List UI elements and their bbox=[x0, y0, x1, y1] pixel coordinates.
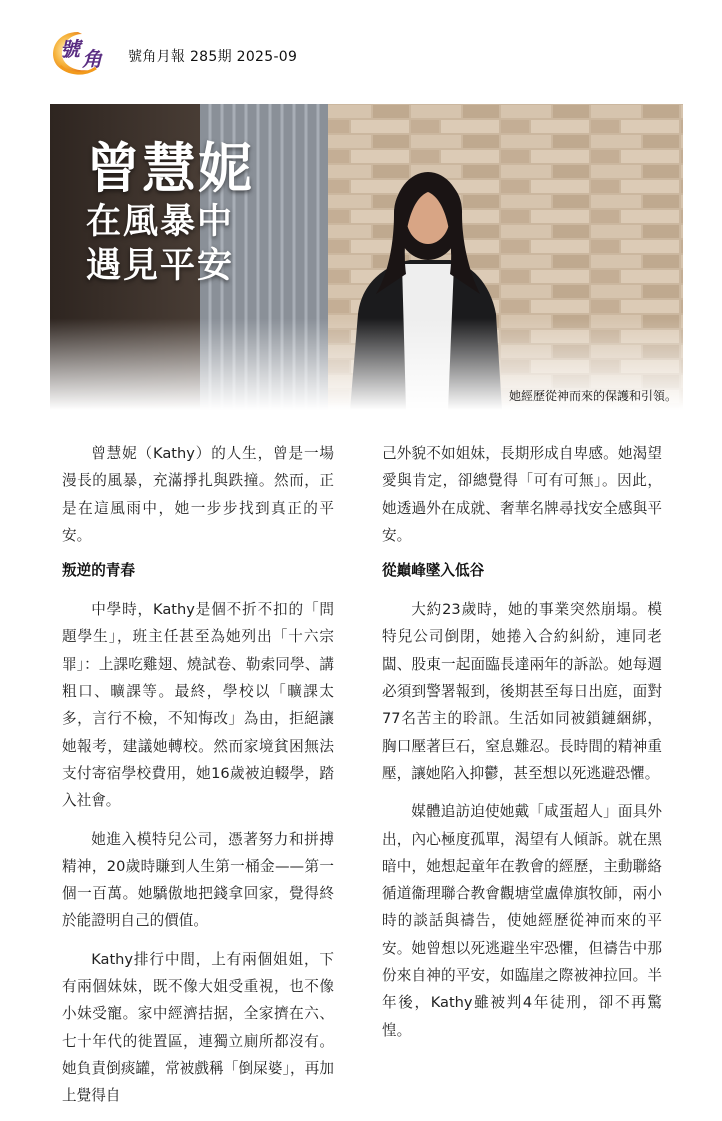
svg-text:號: 號 bbox=[60, 37, 80, 61]
article-column-left bbox=[62, 440, 334, 1121]
intro-paragraph: 曾慧妮（Kathy）的人生，曾是一場漫長的風暴，充滿掙扎與跌撞。然而，正是在這風雨中，她一步步找到真正的平安。 bbox=[62, 445, 334, 544]
article-column-right bbox=[382, 440, 662, 1055]
paragraph: 她進入模特兒公司，憑著努力和拼搏精神，20歲時賺到人生第一桶金——第一個一百萬。她驕傲地把錢拿回家，覺得終於能證明自己的價值。 bbox=[62, 830, 334, 930]
photo-caption: 她經歷從神而來的保護和引領。 bbox=[508, 389, 677, 403]
paragraph: 媒體追訪迫使她戴「咸蛋超人」面具外出，內心極度孤單，渴望有人傾訴。就在黑暗中，她想起童年在教會的經歷，主動聯絡循道衞理聯合教會觀塘堂盧偉旗牧師，兩小時的談話與禱告，使她經歷從神而來的平安。她曾想以死逃避坐牢恐懼，但禱告中那份來自神的平安，如臨崖之際被神拉回。半年後，Kathy雖被判4年徒刑，卻不再驚惶。 bbox=[382, 803, 662, 1039]
magazine-logo bbox=[48, 26, 114, 78]
hero-title-line2: 在風暴中 bbox=[86, 202, 235, 242]
paragraph-continued: 己外貌不如姐妹，長期形成自卑感。她渴望愛與肯定，卻總覺得「可有可無」。因此，她透過外在成就、奢華名牌尋找安全感與平安。 bbox=[382, 445, 662, 544]
hero-title-line3: 遇見平安 bbox=[86, 246, 235, 286]
section-heading-from-peak-to-valley: 從巔峰墜入低谷 bbox=[382, 562, 485, 580]
paragraph: 中學時，Kathy是個不折不扣的「問題學生」，班主任甚至為她列出「十六宗罪」：上課吃雞翅、燒試卷、勒索同學、講粗口、曠課等。最終，學校以「曠課太多，言行不檢，不知悔改」為由，拒絕讓她報考，建議她轉校。然而家境貧困無法支付寄宿學校費用，她16歲被迫輟學，踏入社會。 bbox=[62, 601, 334, 810]
hero-image bbox=[50, 104, 683, 410]
masthead: 號角月報 285期 2025-09 bbox=[128, 49, 298, 65]
paragraph: Kathy排行中間，上有兩個姐姐，下有兩個妹妹，既不像大姐受重視，也不像小妹受寵。家中經濟拮据，全家擠在六、七十年代的徙置區，連獨立廁所都沒有。她負責倒痰罐，常被戲稱「倒屎婆」，再加上覺得自 bbox=[62, 950, 334, 1105]
section-heading-rebellious-youth: 叛逆的青春 bbox=[62, 562, 135, 580]
hero-title-name: 曾慧妮 bbox=[86, 137, 254, 200]
svg-text:角: 角 bbox=[82, 47, 102, 71]
paragraph: 大約23歲時，她的事業突然崩塌。模特兒公司倒閉，她捲入合約糾紛，連同老闆、股東一起面臨長達兩年的訴訟。她每週必須到警署報到，後期甚至每日出庭，面對77名苦主的聆訊。生活如同被鎖鏈綑綁，胸口壓著巨石，窒息難忍。長時間的精神重壓，讓她陷入抑鬱，甚至想以死逃避恐懼。 bbox=[382, 601, 662, 782]
header bbox=[48, 24, 688, 80]
hero-title bbox=[86, 138, 254, 288]
